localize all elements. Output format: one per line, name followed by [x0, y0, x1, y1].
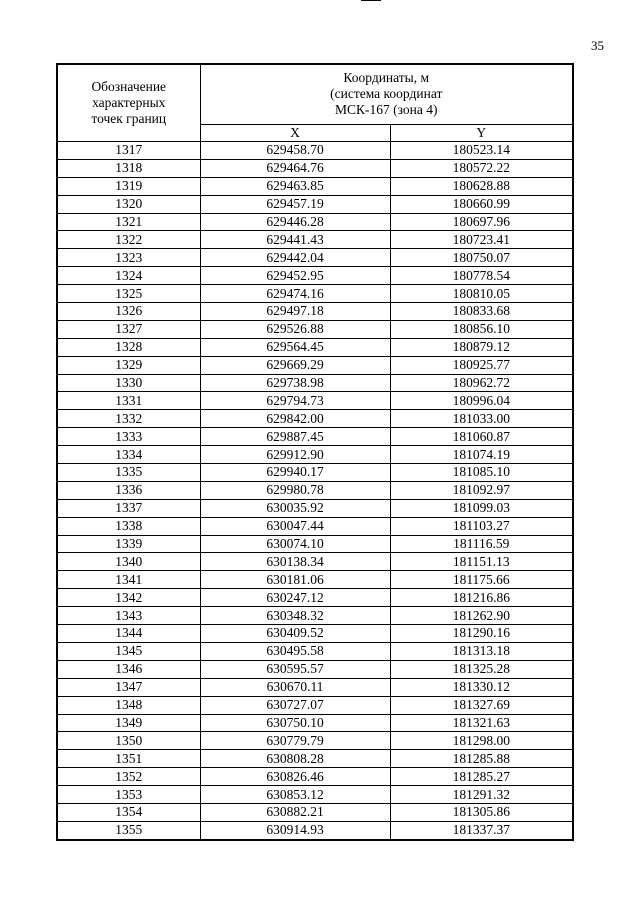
table-row: [57, 303, 573, 321]
cell-point-id: 1350: [57, 732, 200, 750]
cell-x: 629738.98: [200, 374, 390, 392]
cell-y: 180856.10: [390, 320, 573, 338]
table-row: [57, 410, 573, 428]
cell-point-id: 1329: [57, 356, 200, 374]
cell-x: 629457.19: [200, 195, 390, 213]
cell-point-id: 1325: [57, 285, 200, 303]
cell-point-id: 1351: [57, 750, 200, 768]
cell-y: 181092.97: [390, 481, 573, 499]
top-mark: [361, 0, 381, 1]
table-row: [57, 446, 573, 464]
cell-y: 180810.05: [390, 285, 573, 303]
cell-x: 630495.58: [200, 642, 390, 660]
cell-x: 629887.45: [200, 428, 390, 446]
cell-x: 630750.10: [200, 714, 390, 732]
cell-point-id: 1328: [57, 338, 200, 356]
cell-x: 630035.92: [200, 499, 390, 517]
header-y: Y: [390, 124, 573, 141]
cell-point-id: 1330: [57, 374, 200, 392]
cell-y: 180723.41: [390, 231, 573, 249]
cell-point-id: 1342: [57, 589, 200, 607]
table-row: [57, 428, 573, 446]
cell-point-id: 1355: [57, 821, 200, 839]
cell-y: 180996.04: [390, 392, 573, 410]
cell-x: 629564.45: [200, 338, 390, 356]
cell-y: 180962.72: [390, 374, 573, 392]
cell-x: 630181.06: [200, 571, 390, 589]
cell-point-id: 1333: [57, 428, 200, 446]
cell-y: 181321.63: [390, 714, 573, 732]
cell-point-id: 1344: [57, 625, 200, 643]
cell-point-id: 1348: [57, 696, 200, 714]
table-row: [57, 571, 573, 589]
cell-y: 181330.12: [390, 678, 573, 696]
table-row: [57, 177, 573, 195]
cell-x: 630595.57: [200, 660, 390, 678]
cell-point-id: 1322: [57, 231, 200, 249]
cell-point-id: 1347: [57, 678, 200, 696]
table-row: [57, 803, 573, 821]
cell-y: 181033.00: [390, 410, 573, 428]
cell-y: 181285.27: [390, 768, 573, 786]
cell-x: 629463.85: [200, 177, 390, 195]
cell-y: 180750.07: [390, 249, 573, 267]
cell-x: 630808.28: [200, 750, 390, 768]
cell-point-id: 1327: [57, 320, 200, 338]
cell-y: 181325.28: [390, 660, 573, 678]
table-row: [57, 142, 573, 160]
cell-y: 181313.18: [390, 642, 573, 660]
cell-point-id: 1335: [57, 464, 200, 482]
table-row: [57, 678, 573, 696]
coordinates-table: [56, 63, 574, 841]
table-row: [57, 231, 573, 249]
cell-point-id: 1343: [57, 607, 200, 625]
table-row: [57, 392, 573, 410]
table-row: [57, 195, 573, 213]
cell-point-id: 1324: [57, 267, 200, 285]
cell-x: 630074.10: [200, 535, 390, 553]
cell-x: 629940.17: [200, 464, 390, 482]
cell-y: 181216.86: [390, 589, 573, 607]
cell-y: 181290.16: [390, 625, 573, 643]
header-coordinates: Координаты, м (система координат МСК-167 (зона 4): [200, 64, 573, 124]
cell-x: 629458.70: [200, 142, 390, 160]
cell-y: 180833.68: [390, 303, 573, 321]
header-point-label: Обозначение характерных точек границ: [57, 64, 200, 142]
cell-x: 630138.34: [200, 553, 390, 571]
table-row: [57, 320, 573, 338]
cell-y: 181175.66: [390, 571, 573, 589]
table-row: [57, 338, 573, 356]
table-row: [57, 607, 573, 625]
table-row: [57, 750, 573, 768]
cell-point-id: 1340: [57, 553, 200, 571]
table-row: [57, 481, 573, 499]
cell-x: 630247.12: [200, 589, 390, 607]
cell-x: 630348.32: [200, 607, 390, 625]
cell-x: 629446.28: [200, 213, 390, 231]
cell-point-id: 1336: [57, 481, 200, 499]
cell-x: 629442.04: [200, 249, 390, 267]
cell-y: 181262.90: [390, 607, 573, 625]
table-row: [57, 714, 573, 732]
table-row: [57, 374, 573, 392]
cell-point-id: 1354: [57, 803, 200, 821]
cell-y: 180572.22: [390, 159, 573, 177]
table-row: [57, 499, 573, 517]
table-row: [57, 464, 573, 482]
cell-point-id: 1320: [57, 195, 200, 213]
table-row: [57, 267, 573, 285]
cell-y: 180628.88: [390, 177, 573, 195]
cell-x: 629497.18: [200, 303, 390, 321]
page-number: 35: [591, 38, 604, 53]
cell-x: 630779.79: [200, 732, 390, 750]
cell-y: 180523.14: [390, 142, 573, 160]
cell-y: 181151.13: [390, 553, 573, 571]
cell-point-id: 1352: [57, 768, 200, 786]
cell-y: 181074.19: [390, 446, 573, 464]
cell-point-id: 1334: [57, 446, 200, 464]
table-row: [57, 786, 573, 804]
cell-x: 629452.95: [200, 267, 390, 285]
table-row: [57, 285, 573, 303]
table-row: [57, 625, 573, 643]
table-row: [57, 696, 573, 714]
cell-point-id: 1319: [57, 177, 200, 195]
cell-x: 630670.11: [200, 678, 390, 696]
cell-y: 180925.77: [390, 356, 573, 374]
cell-point-id: 1317: [57, 142, 200, 160]
cell-point-id: 1353: [57, 786, 200, 804]
table-row: [57, 642, 573, 660]
cell-y: 180778.54: [390, 267, 573, 285]
cell-x: 630914.93: [200, 821, 390, 839]
cell-x: 630409.52: [200, 625, 390, 643]
cell-y: 180879.12: [390, 338, 573, 356]
cell-x: 629669.29: [200, 356, 390, 374]
cell-point-id: 1326: [57, 303, 200, 321]
table-row: [57, 213, 573, 231]
table-row: [57, 356, 573, 374]
cell-y: 181337.37: [390, 821, 573, 839]
table-row: [57, 249, 573, 267]
cell-x: 629842.00: [200, 410, 390, 428]
table-row: [57, 660, 573, 678]
cell-point-id: 1346: [57, 660, 200, 678]
table-body: [57, 142, 573, 840]
cell-point-id: 1341: [57, 571, 200, 589]
cell-point-id: 1339: [57, 535, 200, 553]
cell-x: 630826.46: [200, 768, 390, 786]
cell-y: 181099.03: [390, 499, 573, 517]
cell-y: 181298.00: [390, 732, 573, 750]
table-row: [57, 821, 573, 839]
cell-y: 181060.87: [390, 428, 573, 446]
cell-point-id: 1331: [57, 392, 200, 410]
cell-point-id: 1321: [57, 213, 200, 231]
cell-point-id: 1337: [57, 499, 200, 517]
cell-x: 629474.16: [200, 285, 390, 303]
table-row: [57, 159, 573, 177]
cell-point-id: 1332: [57, 410, 200, 428]
cell-x: 630882.21: [200, 803, 390, 821]
table-row: [57, 768, 573, 786]
cell-x: 629464.76: [200, 159, 390, 177]
table-row: [57, 589, 573, 607]
cell-x: 630727.07: [200, 696, 390, 714]
cell-x: 629980.78: [200, 481, 390, 499]
table-row: [57, 535, 573, 553]
cell-x: 629526.88: [200, 320, 390, 338]
cell-point-id: 1338: [57, 517, 200, 535]
cell-x: 629441.43: [200, 231, 390, 249]
cell-y: 181103.27: [390, 517, 573, 535]
cell-x: 630047.44: [200, 517, 390, 535]
cell-x: 630853.12: [200, 786, 390, 804]
cell-point-id: 1349: [57, 714, 200, 732]
table-row: [57, 553, 573, 571]
cell-y: 181285.88: [390, 750, 573, 768]
table-row: [57, 732, 573, 750]
cell-point-id: 1323: [57, 249, 200, 267]
cell-y: 181116.59: [390, 535, 573, 553]
cell-y: 180697.96: [390, 213, 573, 231]
table-row: [57, 517, 573, 535]
cell-x: 629912.90: [200, 446, 390, 464]
cell-y: 181305.86: [390, 803, 573, 821]
cell-y: 181085.10: [390, 464, 573, 482]
header-x: X: [200, 124, 390, 141]
cell-point-id: 1318: [57, 159, 200, 177]
cell-y: 180660.99: [390, 195, 573, 213]
cell-point-id: 1345: [57, 642, 200, 660]
cell-y: 181291.32: [390, 786, 573, 804]
cell-x: 629794.73: [200, 392, 390, 410]
cell-y: 181327.69: [390, 696, 573, 714]
